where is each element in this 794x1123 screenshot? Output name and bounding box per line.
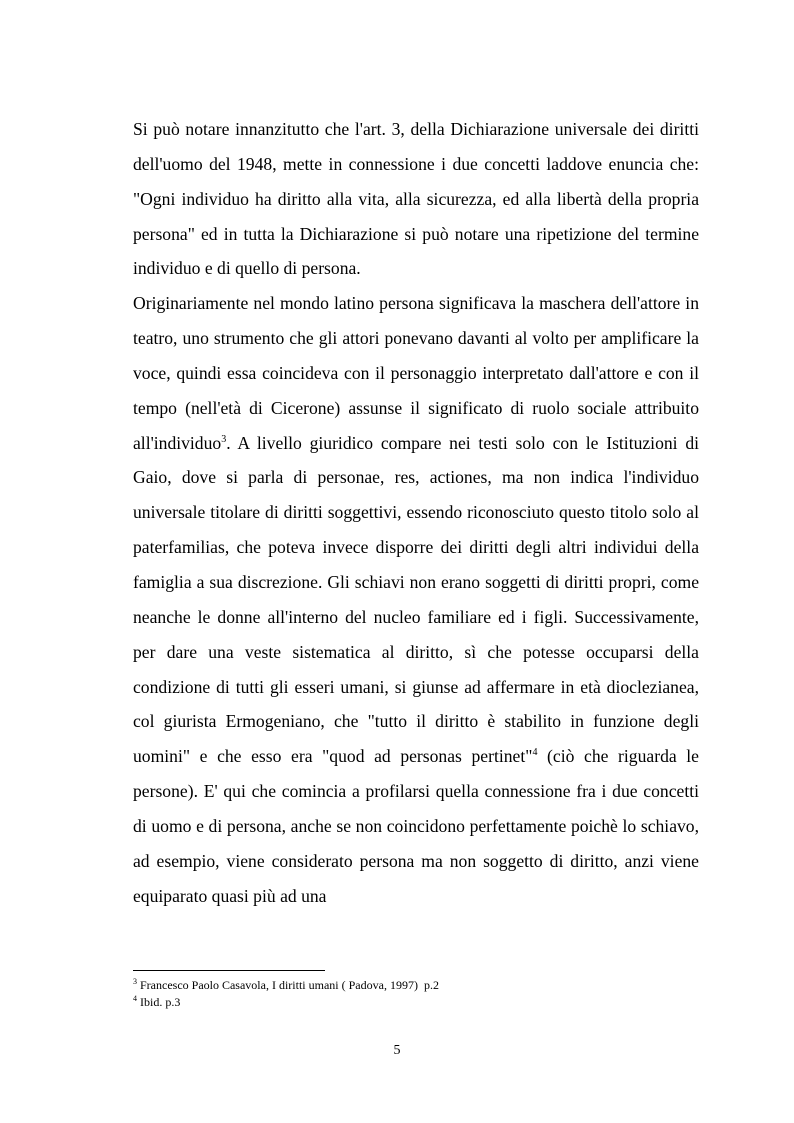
paragraph-2 [133,286,699,913]
footnote-3 [133,977,439,994]
footnote-text: Ibid. p.3 [140,995,181,1009]
paragraph-text: Si può notare innanzitutto che l'art. 3, della Dichiarazione universale dei diritti dell'uomo del 1948, mette in connessione i due concetti laddove enuncia che: "Ogni individuo ha diritto alla vita, alla sicurezza, ed alla libertà della propria persona" ed in tutta la Dichiarazione si può notare una ripetizione del termine individuo e di quello di persona. [133,119,699,279]
footnote-number: 3 [133,977,137,986]
footnote-ref-4: 4 [532,747,538,759]
paragraph-text: . A livello giuridico compare nei testi solo con le Istituzioni di Gaio, dove si parla di personae, res, actiones, ma non indica l'individuo universale titolare di diritti soggettivi, essendo riconosciuto questo titolo solo al paterfamilias, che poteva invece disporre dei diritti degli altri individui della famiglia a sua discrezione. Gli schiavi non erano soggetti di diritti propri, come neanche le donne all'interno del nucleo familiare ed i figli. Successivamente, per dare una veste sistematica al diritto, sì che potesse occuparsi della condizione di tutti gli esseri umani, si giunse ad affermare in età dioclezianea, col giurista Ermogeniano, che "tutto il diritto è stabilito in funzione degli uomini" e che esso era "quod ad personas pertinet" [133,432,699,767]
footnote-4 [133,994,439,1011]
footnote-ref-3: 3 [221,433,227,445]
paragraph-text: Originariamente nel mondo latino persona significava la maschera dell'attore in teatro, uno strumento che gli attori ponevano davanti al volto per amplificare la voce, quindi essa coincideva con il personaggio interpretato dall'attore e con il tempo (nell'età di Cicerone) assunse il significato di ruolo sociale attribuito all'individuo [133,293,699,453]
footnote-separator [133,970,325,971]
footnote-number: 4 [133,994,137,1003]
page-number: 5 [393,1043,401,1058]
body-text [133,112,699,913]
footnote-text: Francesco Paolo Casavola, I diritti umani ( Padova, 1997) p.2 [140,978,439,992]
paragraph-text: (ciò che riguarda le persone). E' qui che comincia a profilarsi quella connessione fra i due concetti di uomo e di persona, anche se non coincidono perfettamente poichè lo schiavo, ad esempio, viene considerato persona ma non soggetto di diritto, anzi viene equiparato quasi più ad una [133,746,699,906]
paragraph-1 [133,112,699,286]
footnotes [133,977,439,1011]
